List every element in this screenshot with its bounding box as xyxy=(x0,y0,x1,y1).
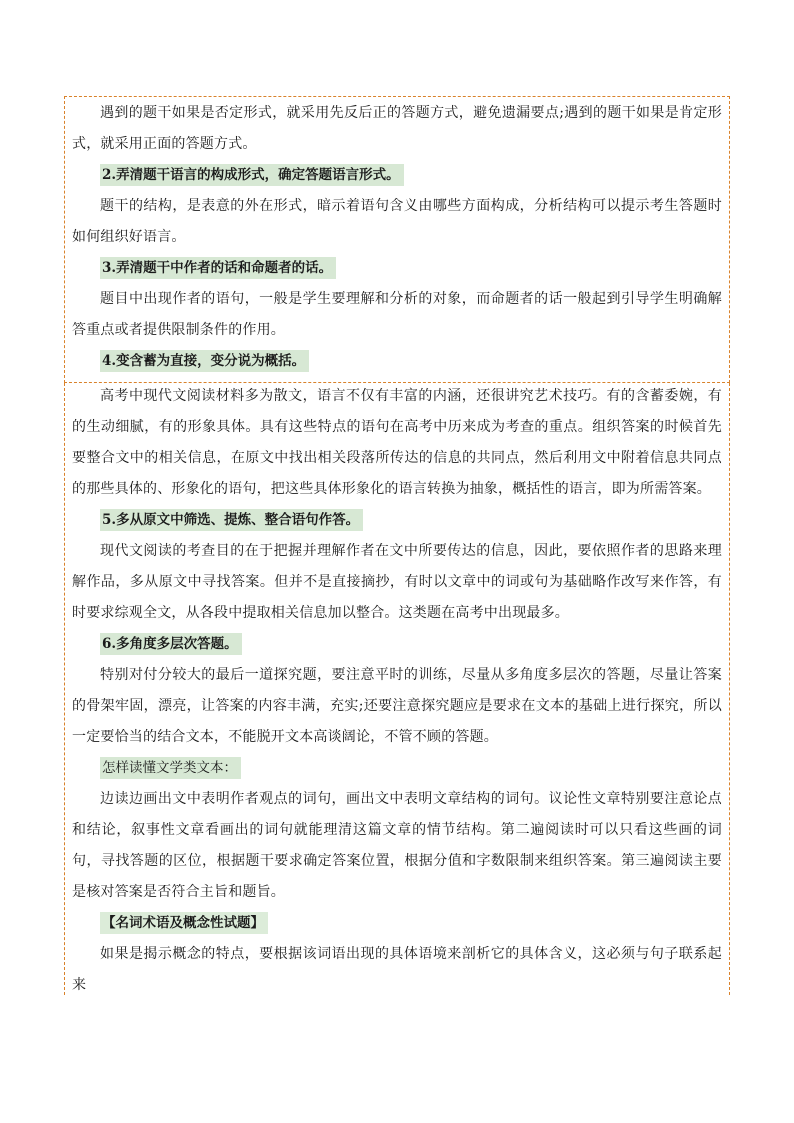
document-body xyxy=(72,98,722,1001)
paragraph-question-structure: 题干的结构，是表意的外在形式，暗示着语句含义由哪些方面构成，分析结构可以提示考生答题时如何组织好语言。 xyxy=(72,198,722,245)
paragraph-concept-features: 如果是揭示概念的特点，要根据该词语出现的具体语境来剖析它的具体含义，这必须与句子联系起来 xyxy=(72,946,722,993)
heading-row-3 xyxy=(72,253,722,284)
paragraph-extract-from-text: 现代文阅读的考查目的在于把握并理解作者在文中所要传达的信息，因此，要依照作者的思路来理解作品，多从原文中寻找答案。但并不是直接摘抄，有时以文章中的词或句为基础略作改写来作答，有时要求综观全文，从各段中提取相关信息加以整合。这类题在高考中出现最多。 xyxy=(72,543,722,621)
heading-row-4 xyxy=(72,346,722,377)
heading-row-6 xyxy=(72,629,722,660)
section-heading-terms-concepts: 【名词术语及概念性试题】 xyxy=(100,912,268,934)
section-heading-6: 6.多角度多层次答题。 xyxy=(100,633,242,655)
paragraph-author-vs-examiner: 题目中出现作者的语句，一般是学生要理解和分析的对象，而命题者的话一般起到引导学生明确解答重点或者提供限制条件的作用。 xyxy=(72,291,722,338)
section-heading-5: 5.多从原文中筛选、提炼、整合语句作答。 xyxy=(100,509,363,531)
section-heading-4: 4.变含蓄为直接，变分说为概括。 xyxy=(100,350,309,372)
paragraph-multi-angle: 特别对付分较大的最后一道探究题，要注意平时的训练，尽量从多角度多层次的答题，尽量让答案的骨架牢固，漂亮，让答案的内容丰满，充实;还要注意探究题应是要求在文本的基础上进行探究，所以一定要恰当的结合文本，不能脱开文本高谈阔论，不管不顾的答题。 xyxy=(72,667,722,745)
heading-row-literary xyxy=(72,753,722,784)
heading-row-2 xyxy=(72,160,722,191)
heading-row-terms xyxy=(72,908,722,939)
paragraph-negative-question-form: 遇到的题干如果是否定形式，就采用先反后正的答题方式，避免遗漏要点;遇到的题干如果是肯定形式，就采用正面的答题方式。 xyxy=(72,105,722,152)
paragraph-reading-method: 边读边画出文中表明作者观点的词句，画出文中表明文章结构的词句。议论性文章特别要注意论点和结论，叙事性文章看画出的词句就能理清这篇文章的情节结构。第二遍阅读时可以只看这些画的词句，寻找答题的区位，根据题干要求确定答案位置，根据分值和字数限制来组织答案。第三遍阅读主要是核对答案是否符合主旨和题旨。 xyxy=(72,791,722,900)
heading-row-5 xyxy=(72,505,722,536)
section-heading-literary-reading: 怎样读懂文学类文本： xyxy=(100,757,241,779)
section-heading-2: 2.弄清题干语言的构成形式，确定答题语言形式。 xyxy=(100,164,404,186)
section-heading-3: 3.弄清题干中作者的话和命题者的话。 xyxy=(100,257,336,279)
paragraph-prose-material: 高考中现代文阅读材料多为散文，语言不仅有丰富的内涵，还很讲究艺术技巧。有的含蓄委婉，有的生动细腻，有的形象具体。具有这些特点的语句在高考中历来成为考查的重点。组织答案的时候首先要整合文中的相关信息，在原文中找出相关段落所传达的信息的共同点，然后利用文中附着信息共同点的那些具体的、形象化的语句，把这些具体形象化的语言转换为抽象，概括性的语言，即为所需答案。 xyxy=(72,388,722,497)
